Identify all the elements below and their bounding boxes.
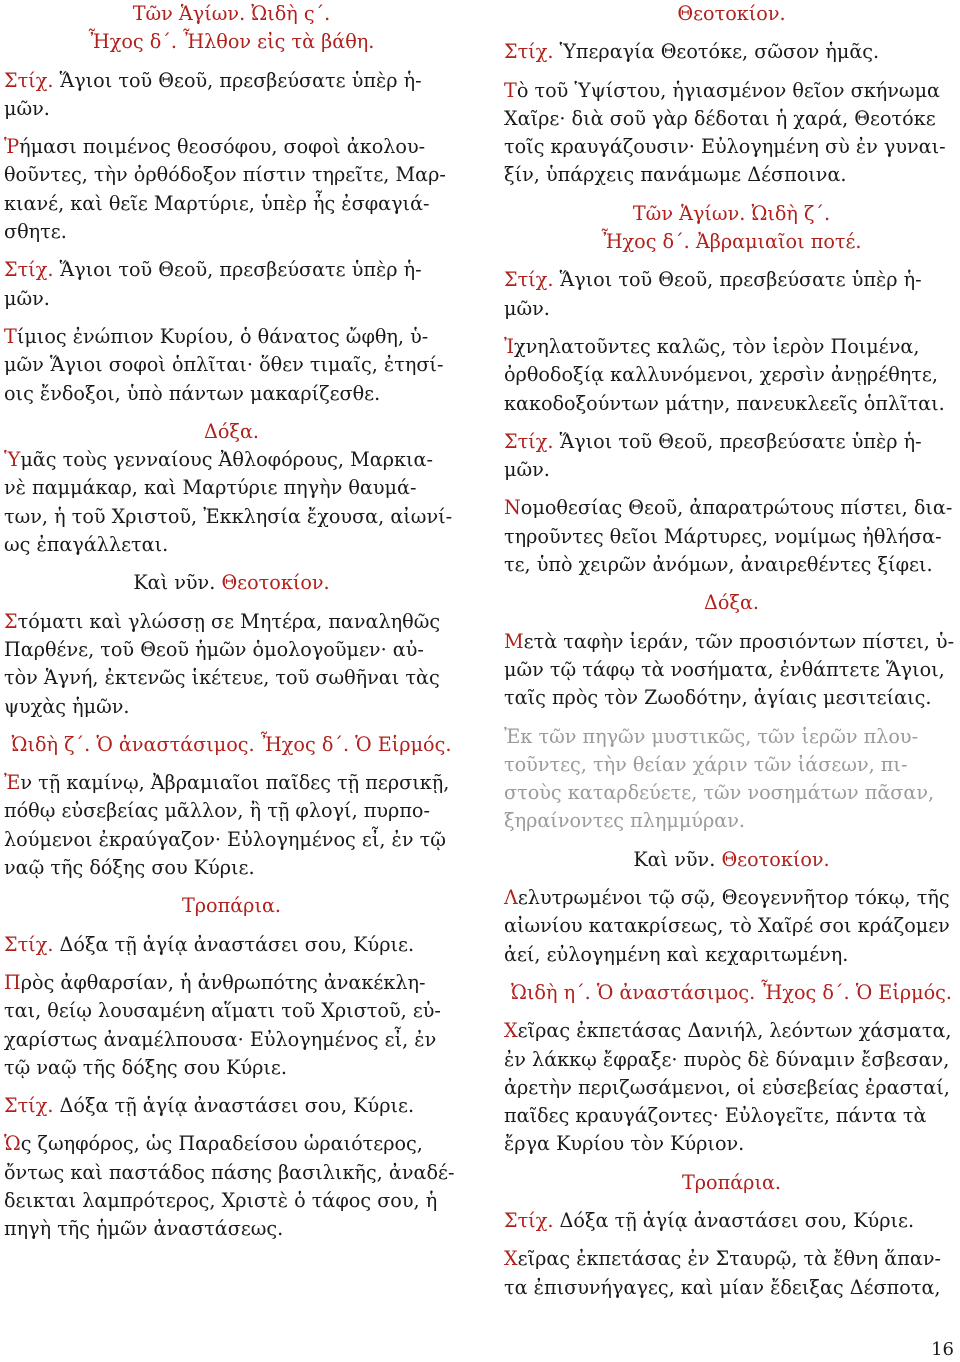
kai-nyn-heading: Καὶ νῦν. Θεοτοκίον. xyxy=(133,571,330,595)
troparion: Ὡς ζωηφόρος, ὡς Παραδείσου ὡραιότερος, ὄντως καὶ παστάδος πάσης βασιλικῆς, ἀναδέ- δεικται λαμπρότερος, Χριστὲ ὁ τάφος σου, ἡ πηγὴ τῆς ἡμῶν ἀναστάσεως. xyxy=(4,1132,455,1241)
troparion-faded: Ἐκ τῶν πηγῶν μυστικῶς, τῶν ἱερῶν πλου- τοῦντες, τὴν θείαν χάριν τῶν ἰάσεων, πι- στοὺς καταρδεύετε, τῶν νοσημάτων πᾶσαν, ξηραίνοντες πλημμύραν. xyxy=(504,724,935,833)
tone-heading: Ἦχος δ΄. Ἦλθον εἰς τὰ βάθη. xyxy=(88,30,375,54)
doxa-heading: Δόξα. xyxy=(703,591,760,615)
troparion: Πρὸς ἀφθαρσίαν, ἡ ἀνθρωπότης ἀνακέκλη- ται, θείῳ λουσαμένη αἵματι τοῦ Χριστοῦ, εὐ- χαρίστως ἀναμέλπουσα· Εὐλογημένος εἶ, ἐν τῷ ναῷ τῆς δόξης σου Κύριε. xyxy=(4,970,441,1079)
ode-heading: Τῶν Ἁγίων. Ὠιδὴ ς΄. xyxy=(132,2,331,25)
ode-heading: Τῶν Ἁγίων. Ὠιδὴ ζ΄. xyxy=(632,201,831,225)
troparion: Τίμιος ἐνώπιον Κυρίου, ὁ θάνατος ὤφθη, ὑ- μῶν Ἅγιοι σοφοὶ ὁπλῖται· ὅθεν τιμαῖς, ἐτησί- οις ἔνδοξοι, ὑπὸ πάντων μακαρίζεσθε. xyxy=(4,324,444,405)
theotokion-heading: Θεοτοκίον. xyxy=(677,2,786,25)
verse: Στίχ. Ἅγιοι τοῦ Θεοῦ, πρεσβεύσατε ὑπὲρ ἡ- μῶν. xyxy=(4,68,422,120)
ode-heading: Ὠιδὴ ζ΄. Ὁ ἀναστάσιμος. Ἦχος δ΄. Ὁ Εἱρμός. xyxy=(11,732,452,756)
troparion: Ῥήμασι ποιμένος θεοσόφου, σοφοὶ ἀκολου- θοῦντες, τὴν ὀρθόδοξον πίστιν τηρεῖτε, Μαρ- κιανέ, καὶ θεῖε Μαρτύριε, ὑπὲρ ἧς ἐσφαγιά- σθητε. xyxy=(4,135,446,244)
troparion: Νομοθεσίας Θεοῦ, ἀπαρατρώτους πίστει, δια- τηροῦντες θεῖοι Μάρτυρες, νομίμως ἠθλήσα- τε, ὑπὸ χειρῶν ἀνόμων, ἀναιρεθέντες ξίφει. xyxy=(504,496,953,577)
ode-heading: Ὠιδὴ η΄. Ὁ ἀναστάσιμος. Ἦχος δ΄. Ὁ Εἱρμός. xyxy=(511,980,952,1004)
theotokion: Στόματι καὶ γλώσσῃ σε Μητέρα, παναληθῶς Παρθένε, τοῦ Θεοῦ ἡμῶν ὁμολογοῦμεν· αὐ- τὸν Ἁγνή, ἐκτενῶς ἱκέτευε, τοῦ σωθῆναι τὰς ψυχὰς ἡμῶν. xyxy=(4,609,441,718)
troparia-heading: Τροπάρια. xyxy=(681,1170,782,1194)
theotokion: Λελυτρωμένοι τῷ σῷ, Θεογεννῆτορ τόκῳ, τῆς αἰωνίου κατακρίσεως, τὸ Χαῖρέ σοι κράζομεν ἀεί, εὐλογημένη καὶ κεχαριτωμένη. xyxy=(504,886,950,966)
heirmos: Χεῖρας ἐκπετάσας Δανιήλ, λεόντων χάσματα, ἐν λάκκῳ ἔφραξε· πυρὸς δὲ δύναμιν ἔσβεσαν, ἀρετὴν περιζωσάμενοι, οἱ εὐσεβείας ἐρασταί, παῖδες κραυγάζοντες· Εὐλογεῖτε, πάντα τὰ ἔργα Κυρίου τὸν Κύριον. xyxy=(504,1019,952,1156)
troparion: Ἰχνηλατοῦντες καλῶς, τὸν ἱερὸν Ποιμένα, ὀρθοδοξίᾳ καλλυνόμενοι, χερσὶν ἀνῃρέθητε, κακοδοξούντων μάτην, πανευκλεεῖς ὁπλῖται. xyxy=(504,334,945,415)
verse: Στίχ. Δόξα τῇ ἁγίᾳ ἀναστάσει σου, Κύριε. xyxy=(504,1208,915,1232)
troparion: Ὑμᾶς τοὺς γενναίους Ἀθλοφόρους, Μαρκια- νὲ παμμάκαρ, καὶ Μαρτύριε πηγὴν θαυμά- των, ἡ τοῦ Χριστοῦ, Ἐκκλησία ἔχουσα, αἰωνί- ως ἐπαγάλλεται. xyxy=(4,448,453,557)
left-column xyxy=(4,0,459,1244)
doxa-heading: Δόξα. xyxy=(203,419,260,443)
heirmos: Ἐν τῇ καμίνῳ, Ἀβραμιαῖοι παῖδες τῇ περσικῇ, πόθῳ εὐσεβείας μᾶλλον, ἢ τῇ φλογί, πυρπο- λούμενοι ἐκραύγαζον· Εὐλογημένος εἶ, ἐν τῷ ναῷ τῆς δόξης σου Κύριε. xyxy=(4,771,450,880)
verse: Στίχ. Ἅγιοι τοῦ Θεοῦ, πρεσβεύσατε ὑπὲρ ἡ- μῶν. xyxy=(504,429,922,482)
troparion: Μετὰ ταφὴν ἱεράν, τῶν προσιόντων πίστει, ὑ- μῶν τῷ τάφῳ τὰ νοσήματα, ἐνθάπτετε Ἅγιοι, ταῖς πρὸς τὸν Ζωοδότην, ἁγίαις μεσιτείαις. xyxy=(504,629,955,710)
verse: Στίχ. Ἅγιοι τοῦ Θεοῦ, πρεσβεύσατε ὑπὲρ ἡ- μῶν. xyxy=(4,258,422,310)
theotokion: Τὸ τοῦ Ὑψίστου, ἡγιασμένον θεῖον σκήνωμα Χαῖρε· διὰ σοῦ γὰρ δέδοται ἡ χαρά, Θεοτόκε τοῖς κραυγάζουσιν· Εὐλογημένη σὺ ἐν γυναι- ξίν, ὑπάρχεις πανάμωμε Δέσποινα. xyxy=(504,78,946,187)
troparion: Χεῖρας ἐκπετάσας ἐν Σταυρῷ, τὰ ἔθνη ἅπαν- τα ἐπισυνήγαγες, καὶ μίαν ἔδειξας Δέσποτα, xyxy=(504,1247,941,1299)
troparia-heading: Τροπάρια. xyxy=(181,894,282,918)
tone-heading: Ἦχος δ΄. Ἀβραμιαῖοι ποτέ. xyxy=(601,230,862,254)
right-column xyxy=(504,0,959,1302)
verse: Στίχ. Δόξα τῇ ἁγίᾳ ἀναστάσει σου, Κύριε. xyxy=(4,932,415,956)
verse: Στίχ. Ἅγιοι τοῦ Θεοῦ, πρεσβεύσατε ὑπὲρ ἡ- μῶν. xyxy=(504,268,922,320)
page-number: 16 xyxy=(931,1339,954,1360)
kai-nyn-heading: Καὶ νῦν. Θεοτοκίον. xyxy=(633,847,830,871)
verse: Στίχ. Ὑπεραγία Θεοτόκε, σῶσον ἡμᾶς. xyxy=(504,40,880,64)
verse: Στίχ. Δόξα τῇ ἁγίᾳ ἀναστάσει σου, Κύριε. xyxy=(4,1094,415,1118)
